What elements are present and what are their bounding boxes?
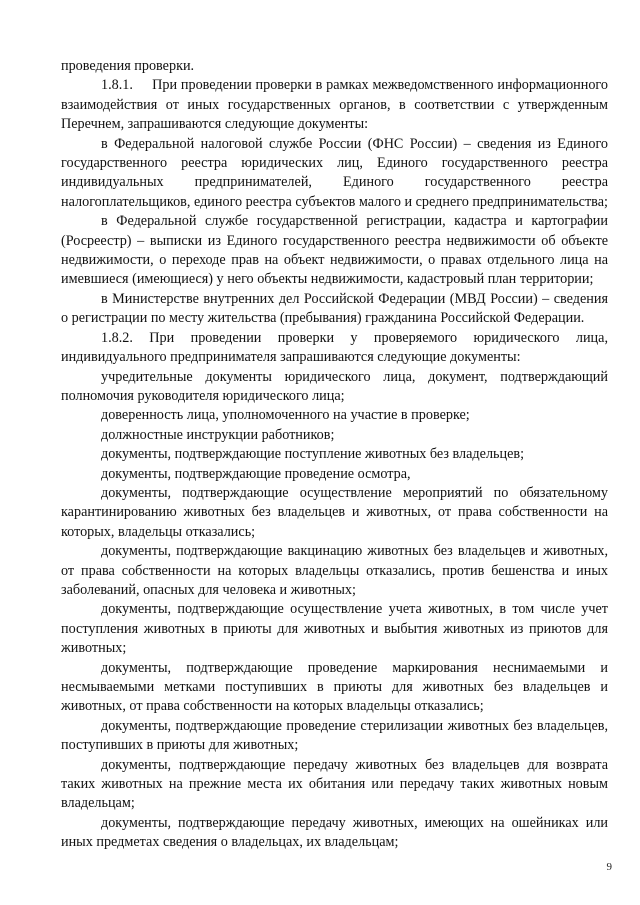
list-item-marking: документы, подтверждающие проведение маркирования неснимаемыми и несмываемыми метками поступивших в приюты для животных без владельцев и животных, от права собственности на которых владельцы отказались; [61,659,608,715]
paragraph-1-8-1: 1.8.1. При проведении проверки в рамках межведомственного информационного взаимодействия от иных государственных органов, в соответствии с утвержденным Перечнем, запрашиваются следующие документы: [61,77,608,133]
list-item-power-of-attorney: доверенность лица, уполномоченного на участие в проверке; [101,407,470,424]
list-item-return-to-owners: документы, подтверждающие передачу животных, имеющих на ошейниках или иных предметах сведения о владельцах, их владельцам; [61,814,608,851]
list-item-quarantine: документы, подтверждающие осуществление мероприятий по обязательному карантинированию животных без владельцев и животных, от права собственности на которых, владельцы отказались; [61,484,608,540]
list-item-job-instructions: должностные инструкции работников; [101,426,335,443]
list-item-sterilization: документы, подтверждающие проведение стерилизации животных без владельцев, поступивших в приюты для животных; [61,717,608,754]
paragraph-fns: в Федеральной налоговой службе России (ФНС России) – сведения из Единого государственного реестра юридических лиц, Единого государственного реестра индивидуальных предпринимателей, Единого государственного реестра налогоплательщиков, единого реестра субъектов малого и среднего предпринимательства; [61,135,608,210]
paragraph-mvd: в Министерстве внутренних дел Российской Федерации (МВД России) – сведения о регистрации по месту жительства (пребывания) гражданина Российской Федерации. [61,290,608,327]
paragraph-rosreestr: в Федеральной службе государственной регистрации, кадастра и картографии (Росреестр) – выписки из Единого государственного реестра недвижимости об объекте недвижимости, о переходе прав на объект недвижимости, о правах отдельного лица на имевшиеся (имеющиеся) у него объекты недвижимости, кадастровый план территории; [61,213,608,288]
page-number: 9 [606,861,612,873]
document-body [61,57,608,853]
list-item-animal-intake: документы, подтверждающие поступление животных без владельцев; [101,446,525,463]
list-item-inspection: документы, подтверждающие проведение осмотра, [101,465,411,482]
paragraph-continuation: проведения проверки. [61,58,195,74]
list-item-registration: документы, подтверждающие осуществление учета животных, в том числе учет поступления животных в приюты для животных и выбытия животных из приютов для животных; [61,601,608,657]
list-item-return-to-habitat: документы, подтверждающие передачу животных без владельцев для возврата таких животных на прежние места их обитания или передачу таких животных новым владельцам; [61,756,608,812]
list-item-vaccination: документы, подтверждающие вакцинацию животных без владельцев и животных, от права собственности на которых владельцы отказались, против бешенства и иных заболеваний, опасных для человека и животных; [61,543,608,598]
paragraph-1-8-2: 1.8.2. При проведении проверки у проверяемого юридического лица, индивидуального предпринимателя запрашиваются следующие документы: [61,329,608,366]
list-item-founding-documents: учредительные документы юридического лица, документ, подтверждающий полномочия руководителя юридического лица; [61,368,608,404]
